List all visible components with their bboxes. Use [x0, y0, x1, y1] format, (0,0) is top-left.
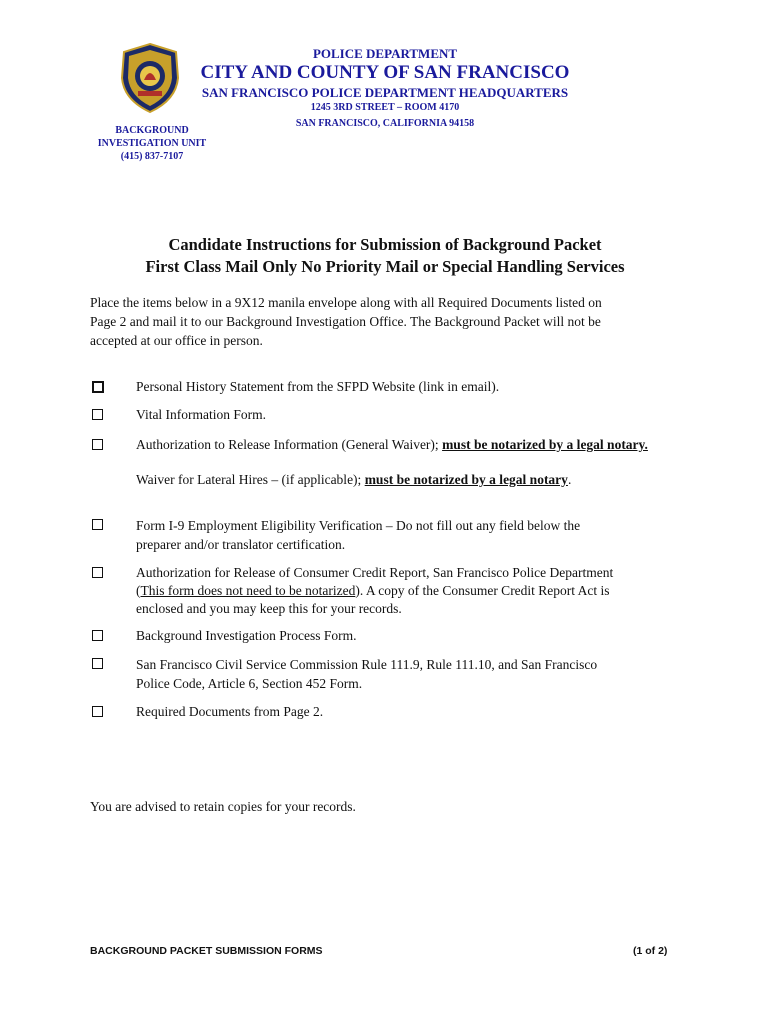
item-process-form: Background Investigation Process Form. [136, 628, 357, 643]
checkbox-personal-history[interactable] [92, 381, 104, 393]
checkbox-process-form[interactable] [92, 630, 103, 641]
waiver-text: Waiver for Lateral Hires – (if applicable); [136, 472, 365, 487]
unit-phone: (415) 837-7107 [120, 151, 184, 162]
checkbox-credit-report[interactable] [92, 567, 103, 578]
retain-copies-note: You are advised to retain copies for your records. [90, 799, 356, 814]
notary-requirement: must be notarized by a legal notary. [442, 437, 648, 452]
credit-paren: ( [136, 583, 141, 598]
checkbox-vital-info[interactable] [92, 409, 103, 420]
item-required-docs: Required Documents from Page 2. [136, 704, 324, 719]
auth-release-text: Authorization to Release Information (General Waiver); [136, 437, 443, 452]
item-civil-line: San Francisco Civil Service Commission Rule 111.9, Rule 111.10, and San Francisco [136, 657, 598, 672]
checkbox-auth-release[interactable] [92, 439, 103, 450]
credit-not-notarized: This form does not need to be notarized [140, 583, 356, 598]
checkbox-i9[interactable] [92, 519, 103, 530]
credit-rest: ). A copy of the Consumer Credit Report Act is [355, 583, 610, 598]
city-state-address: SAN FRANCISCO, CALIFORNIA 94158 [295, 118, 475, 129]
item-credit-line: Authorization for Release of Consumer Credit Report, San Francisco Police Department [136, 565, 614, 580]
document-title: Candidate Instructions for Submission of Background Packet [168, 235, 602, 254]
city-heading: CITY AND COUNTY OF SAN FRANCISCO [200, 62, 570, 83]
item-auth-release [136, 436, 696, 455]
waiver-end: . [567, 472, 572, 487]
street-address: 1245 3RD STREET – ROOM 4170 [310, 102, 460, 113]
unit-name-line1: BACKGROUND [115, 125, 189, 136]
page-number: (1 of 2) [633, 945, 668, 957]
item-i9-line: Form I-9 Employment Eligibility Verification – Do not fill out any field below the [136, 518, 581, 533]
item-credit-line [136, 582, 696, 601]
intro-line: Place the items below in a 9X12 manila envelope along with all Required Documents listed on [90, 295, 602, 310]
department-heading: POLICE DEPARTMENT [312, 46, 458, 61]
checkbox-civil-service[interactable] [92, 658, 103, 669]
item-i9-line: preparer and/or translator certification. [136, 537, 346, 552]
intro-line: Page 2 and mail it to our Background Investigation Office. The Background Packet will not be [90, 314, 601, 329]
checkbox-required-docs[interactable] [92, 706, 103, 717]
notary-requirement: must be notarized by a legal notary [364, 472, 568, 487]
headquarters-heading: SAN FRANCISCO POLICE DEPARTMENT HEADQUARTERS [201, 85, 569, 100]
document-subtitle: First Class Mail Only No Priority Mail or Special Handling Services [145, 257, 625, 276]
item-credit-line: enclosed and you may keep this for your records. [136, 601, 402, 616]
item-personal-history: Personal History Statement from the SFPD Website (link in email). [136, 379, 500, 394]
item-vital-info: Vital Information Form. [136, 407, 267, 422]
item-civil-line: Police Code, Article 6, Section 452 Form. [136, 676, 363, 691]
unit-name-line2: INVESTIGATION UNIT [97, 138, 207, 149]
intro-line: accepted at our office in person. [90, 333, 263, 348]
item-lateral-waiver [136, 471, 696, 490]
footer-title: BACKGROUND PACKET SUBMISSION FORMS [90, 945, 323, 957]
